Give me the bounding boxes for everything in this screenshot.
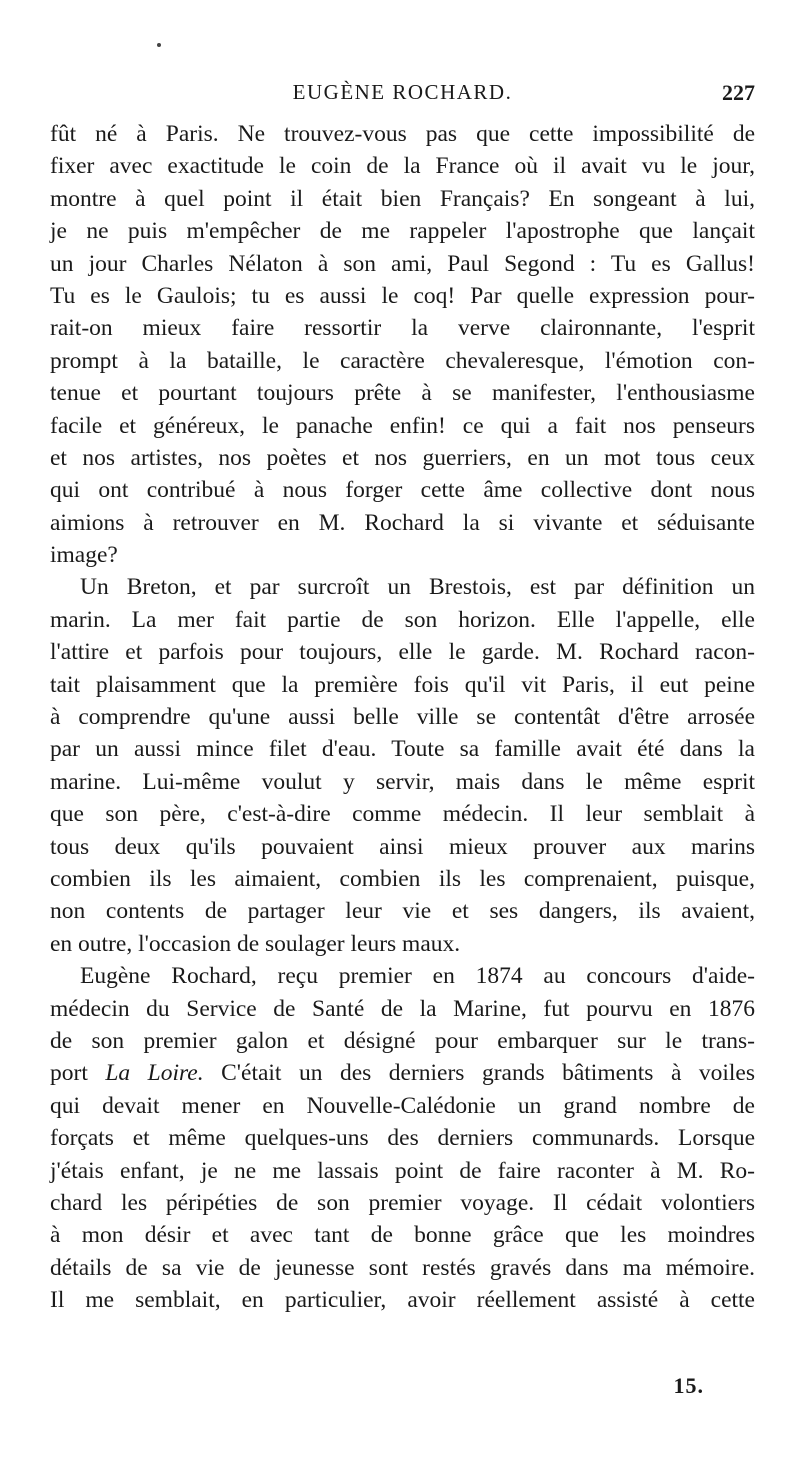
text-line: Un Breton, et par surcroît un Brestois, est par définition un: [80, 574, 755, 601]
text-line: combien ils les aimaient, combien ils les comprenaient, puisque,: [50, 865, 755, 892]
text-line: tait plaisamment que la première fois qu'il vit Paris, il eut peine: [50, 671, 755, 698]
text-line: que son père, c'est-à-dire comme médecin. Il leur semblait à: [50, 801, 755, 828]
text-line: par un aussi mince filet d'eau. Toute sa famille avait été dans la: [50, 736, 755, 763]
text-line: image?: [50, 542, 118, 569]
body-text: [50, 118, 755, 1316]
text-line: tous deux qu'ils pouvaient ainsi mieux prouver aux marins: [50, 833, 755, 860]
page-number: 227: [722, 80, 755, 105]
text-line: fixer avec exactitude le coin de la France où il avait vu le jour,: [50, 153, 755, 180]
text-line: l'attire et parfois pour toujours, elle le garde. M. Rochard racon-: [50, 639, 755, 666]
text-line: Eugène Rochard, reçu premier en 1874 au concours d'aide-: [80, 963, 755, 990]
text-line: prompt à la bataille, le caractère chevaleresque, l'émotion con-: [50, 347, 755, 374]
text-line: un jour Charles Nélaton à son ami, Paul Segond : Tu es Gallus!: [50, 250, 755, 277]
text-line: non contents de partager leur vie et ses dangers, ils avaient,: [50, 898, 755, 925]
ship-name: La Loire.: [105, 1060, 204, 1087]
text-line: montre à quel point il était bien Français? En songeant à lui,: [50, 185, 755, 212]
text-line: de son premier galon et désigné pour embarquer sur le trans-: [50, 1027, 755, 1054]
running-title: EUGÈNE ROCHARD.: [292, 80, 513, 104]
text-line: Tu es le Gaulois; tu es aussi le coq! Par quelle expression pour-: [50, 282, 755, 309]
text-line: fût né à Paris. Ne trouvez-vous pas que cette impossibilité de: [50, 121, 755, 147]
text-line: Il me semblait, en particulier, avoir réellement assisté à cette: [50, 1287, 755, 1314]
text-line: chard les péripéties de son premier voyage. Il cédait volontiers: [50, 1189, 755, 1216]
text-line: en outre, l'occasion de soulager leurs maux.: [50, 930, 461, 957]
text-line: facile et généreux, le panache enfin! ce qui a fait nos penseurs: [50, 412, 755, 439]
text-line: détails de sa vie de jeunesse sont restés gravés dans ma mémoire.: [50, 1254, 755, 1281]
text-line: aimions à retrouver en M. Rochard la si vivante et séduisante: [50, 509, 755, 536]
running-head: [50, 80, 755, 110]
text-line: qui devait mener en Nouvelle-Calédonie un grand nombre de: [50, 1092, 755, 1119]
text-line: marin. La mer fait partie de son horizon. Elle l'appelle, elle: [50, 606, 755, 633]
text-line: qui ont contribué à nous forger cette âme collective dont nous: [50, 477, 755, 504]
text-line: j'étais enfant, je ne me lassais point de faire raconter à M. Ro-: [50, 1157, 755, 1184]
text-line: forçats et même quelques-uns des derniers communards. Lorsque: [50, 1125, 755, 1152]
text-line: à comprendre qu'une aussi belle ville se contentât d'être arrosée: [50, 704, 755, 731]
text-line: je ne puis m'empêcher de me rappeler l'apostrophe que lançait: [50, 218, 755, 245]
text-line: médecin du Service de Santé de la Marine, fut pourvu en 1876: [50, 995, 755, 1022]
text-line: rait-on mieux faire ressortir la verve claironnante, l'esprit: [50, 315, 755, 342]
text-line: et nos artistes, nos poètes et nos guerriers, en un mot tous ceux: [50, 444, 755, 471]
text-line: tenue et pourtant toujours prête à se manifester, l'enthousiasme: [50, 380, 755, 407]
text-line: port La Loire. C'était un des derniers grands bâtiments à voiles: [50, 1060, 756, 1087]
signature-mark: 15.: [673, 1373, 704, 1398]
text-line: à mon désir et avec tant de bonne grâce que les moindres: [50, 1222, 755, 1249]
text-line: marine. Lui-même voulut y servir, mais dans le même esprit: [50, 768, 755, 795]
